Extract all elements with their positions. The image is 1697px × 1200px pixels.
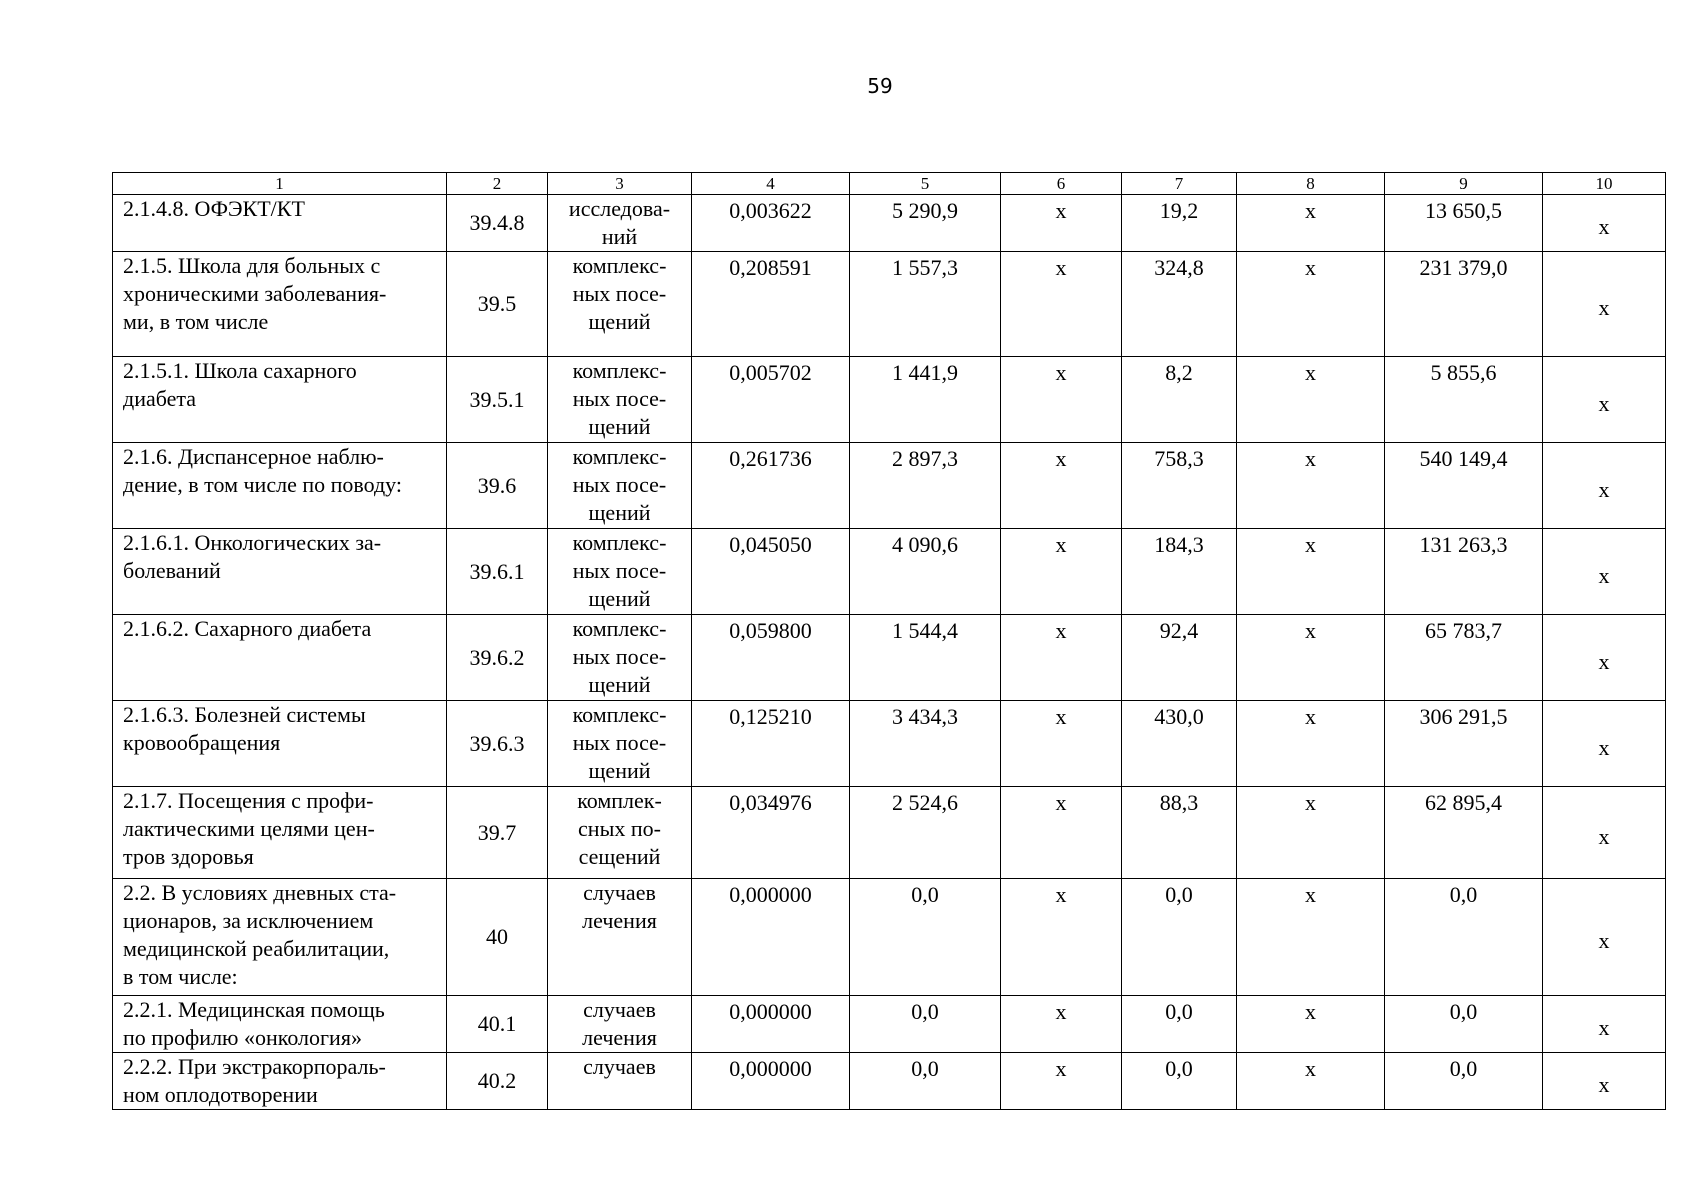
value-cell-7-text: 324,8 — [1154, 255, 1204, 280]
value-cell-8-text: x — [1305, 446, 1316, 471]
column-header: 4 — [692, 173, 850, 195]
item-name-cell — [113, 615, 447, 701]
value-cell-6-text: x — [1055, 790, 1067, 815]
table-row — [113, 615, 1666, 701]
value-cell-10-text: x — [1598, 928, 1610, 953]
value-cell-10 — [1543, 195, 1666, 252]
value-cell-7 — [1122, 879, 1237, 996]
unit-cell — [548, 443, 692, 529]
value-cell-4-text: 0,261736 — [729, 446, 812, 471]
row-number-cell — [447, 701, 548, 787]
table-row — [113, 701, 1666, 787]
value-cell-7-text: 19,2 — [1159, 198, 1199, 223]
value-cell-8 — [1237, 879, 1385, 996]
unit-cell-text: комплекс- ных посе- щений — [572, 530, 667, 611]
item-name-cell — [113, 879, 447, 996]
value-cell-4-text: 0,003622 — [729, 198, 812, 223]
value-cell-4 — [692, 879, 850, 996]
value-cell-5-text: 0,0 — [911, 999, 939, 1024]
value-cell-10-text: x — [1598, 214, 1610, 239]
value-cell-4-text: 0,000000 — [729, 1056, 812, 1081]
value-cell-8-text: x — [1305, 532, 1316, 557]
row-number-cell — [447, 357, 548, 443]
item-name-cell — [113, 357, 447, 443]
value-cell-6-text: x — [1055, 255, 1067, 280]
unit-cell-text: комплек- сных по- сещений — [577, 788, 662, 869]
value-cell-9 — [1385, 252, 1543, 357]
value-cell-5-text: 2 897,3 — [892, 446, 958, 471]
value-cell-4-text: 0,000000 — [729, 999, 812, 1024]
row-number-cell — [447, 615, 548, 701]
value-cell-10-text: x — [1598, 562, 1610, 588]
value-cell-5-text: 2 524,6 — [892, 790, 958, 815]
unit-cell-text: случаев лечения — [582, 880, 657, 933]
unit-cell — [548, 252, 692, 357]
column-header: 1 — [113, 173, 447, 195]
value-cell-8 — [1237, 996, 1385, 1053]
value-cell-8 — [1237, 787, 1385, 879]
value-cell-4-text: 0,125210 — [729, 704, 812, 729]
row-number-cell — [447, 195, 548, 252]
unit-cell — [548, 996, 692, 1053]
item-name-cell-text: 2.1.5.1. Школа сахарного диабета — [123, 358, 357, 411]
value-cell-5 — [850, 787, 1001, 879]
column-header: 6 — [1001, 173, 1122, 195]
table-row — [113, 252, 1666, 357]
value-cell-9-text: 540 149,4 — [1419, 446, 1508, 471]
table-row — [113, 787, 1666, 879]
unit-cell-text: комплекс- ных посе- щений — [572, 444, 667, 525]
value-cell-6-text: x — [1055, 446, 1067, 471]
row-number-cell-text: 39.6.2 — [469, 644, 525, 670]
value-cell-6 — [1001, 529, 1122, 615]
row-number-cell — [447, 1053, 548, 1110]
value-cell-4-text: 0,208591 — [729, 255, 812, 280]
value-cell-4 — [692, 195, 850, 252]
value-cell-5-text: 5 290,9 — [892, 198, 958, 223]
value-cell-8 — [1237, 195, 1385, 252]
value-cell-7 — [1122, 996, 1237, 1053]
value-cell-9-text: 0,0 — [1449, 1056, 1478, 1081]
value-cell-8 — [1237, 529, 1385, 615]
value-cell-6 — [1001, 443, 1122, 529]
unit-cell — [548, 701, 692, 787]
value-cell-4 — [692, 357, 850, 443]
value-cell-9 — [1385, 701, 1543, 787]
value-cell-8-text: x — [1305, 1056, 1316, 1081]
value-cell-9-text: 0,0 — [1449, 882, 1478, 907]
value-cell-5 — [850, 195, 1001, 252]
item-name-cell — [113, 443, 447, 529]
value-cell-10-text: x — [1598, 1015, 1610, 1040]
value-cell-10 — [1543, 787, 1666, 879]
unit-cell — [548, 879, 692, 996]
value-cell-9-text: 62 895,4 — [1425, 790, 1502, 815]
item-name-cell-text: 2.1.4.8. ОФЭКТ/КТ — [123, 196, 305, 221]
value-cell-8-text: x — [1305, 255, 1316, 280]
value-cell-8 — [1237, 443, 1385, 529]
value-cell-8-text: x — [1305, 882, 1316, 907]
unit-cell — [548, 1053, 692, 1110]
item-name-cell — [113, 195, 447, 252]
value-cell-5-text: 1 544,4 — [892, 618, 958, 643]
item-name-cell — [113, 529, 447, 615]
table-header-row — [113, 173, 1666, 195]
value-cell-10 — [1543, 996, 1666, 1053]
value-cell-5 — [850, 443, 1001, 529]
value-cell-8 — [1237, 615, 1385, 701]
value-cell-6 — [1001, 195, 1122, 252]
value-cell-9 — [1385, 357, 1543, 443]
row-number-cell — [447, 443, 548, 529]
item-name-cell — [113, 701, 447, 787]
value-cell-5 — [850, 996, 1001, 1053]
value-cell-5 — [850, 615, 1001, 701]
value-cell-10 — [1543, 252, 1666, 357]
value-cell-9-text: 131 263,3 — [1419, 532, 1508, 557]
value-cell-6-text: x — [1055, 882, 1067, 907]
value-cell-10 — [1543, 529, 1666, 615]
value-cell-7-text: 0,0 — [1165, 1056, 1193, 1081]
column-header: 7 — [1122, 173, 1237, 195]
row-number-cell — [447, 252, 548, 357]
value-cell-9-text: 0,0 — [1449, 999, 1478, 1024]
unit-cell — [548, 787, 692, 879]
value-cell-6 — [1001, 787, 1122, 879]
value-cell-6-text: x — [1055, 360, 1067, 385]
value-cell-8 — [1237, 357, 1385, 443]
value-cell-5-text: 4 090,6 — [892, 532, 958, 557]
value-cell-5 — [850, 357, 1001, 443]
value-cell-4 — [692, 252, 850, 357]
value-cell-4-text: 0,045050 — [729, 532, 812, 557]
item-name-cell-text: 2.1.5. Школа для больных с хроническими заболевания- ми, в том числе — [123, 253, 387, 334]
table-row — [113, 879, 1666, 996]
table-row — [113, 529, 1666, 615]
value-cell-8-text: x — [1305, 618, 1316, 643]
value-cell-6 — [1001, 357, 1122, 443]
value-cell-5 — [850, 1053, 1001, 1110]
value-cell-10-text: x — [1598, 476, 1610, 502]
unit-cell-text: случаев лечения — [582, 997, 657, 1050]
value-cell-9 — [1385, 195, 1543, 252]
value-cell-6 — [1001, 996, 1122, 1053]
value-cell-8-text: x — [1305, 999, 1316, 1024]
value-cell-5-text: 3 434,3 — [892, 704, 958, 729]
value-cell-7 — [1122, 357, 1237, 443]
table-row — [113, 1053, 1666, 1110]
value-cell-6-text: x — [1055, 198, 1067, 223]
value-cell-5 — [850, 252, 1001, 357]
column-header: 5 — [850, 173, 1001, 195]
value-cell-7-text: 430,0 — [1154, 704, 1204, 729]
value-cell-10-text: x — [1598, 1072, 1610, 1097]
value-cell-10 — [1543, 615, 1666, 701]
value-cell-5-text: 1 441,9 — [892, 360, 958, 385]
item-name-cell — [113, 1053, 447, 1110]
unit-cell — [548, 529, 692, 615]
value-cell-8 — [1237, 1053, 1385, 1110]
value-cell-8-text: x — [1305, 360, 1316, 385]
value-cell-6-text: x — [1055, 532, 1067, 557]
table-row — [113, 357, 1666, 443]
table-row — [113, 195, 1666, 252]
item-name-cell-text: 2.2. В условиях дневных ста- ционаров, за исключением медицинской реабилитации, в том числе: — [123, 880, 397, 989]
value-cell-7-text: 88,3 — [1159, 790, 1199, 815]
value-cell-8 — [1237, 701, 1385, 787]
unit-cell — [548, 615, 692, 701]
value-cell-10 — [1543, 1053, 1666, 1110]
item-name-cell-text: 2.1.6.2. Сахарного диабета — [123, 616, 372, 641]
value-cell-5-text: 1 557,3 — [892, 255, 958, 280]
value-cell-9 — [1385, 879, 1543, 996]
item-name-cell-text: 2.1.6.3. Болезней системы кровообращения — [123, 702, 366, 755]
value-cell-6-text: x — [1055, 1056, 1067, 1081]
row-number-cell-text: 39.4.8 — [469, 210, 525, 235]
value-cell-6 — [1001, 252, 1122, 357]
unit-cell-text: случаев — [583, 1054, 656, 1079]
item-name-cell — [113, 787, 447, 879]
value-cell-9-text: 13 650,5 — [1425, 198, 1502, 223]
value-cell-10 — [1543, 879, 1666, 996]
value-cell-10-text: x — [1598, 390, 1610, 416]
item-name-cell-text: 2.2.2. При экстракорпораль- ном оплодотворении — [123, 1054, 386, 1107]
value-cell-7 — [1122, 1053, 1237, 1110]
value-cell-9-text: 65 783,7 — [1425, 618, 1502, 643]
column-header: 10 — [1543, 173, 1666, 195]
row-number-cell-text: 39.6.1 — [469, 558, 525, 584]
value-cell-9-text: 306 291,5 — [1419, 704, 1508, 729]
row-number-cell-text: 39.5 — [477, 291, 517, 316]
value-cell-6 — [1001, 615, 1122, 701]
unit-cell-text: комплекс- ных посе- щений — [572, 358, 667, 439]
column-header: 2 — [447, 173, 548, 195]
row-number-cell-text: 40.1 — [477, 1011, 517, 1036]
value-cell-6 — [1001, 1053, 1122, 1110]
value-cell-4-text: 0,059800 — [729, 618, 812, 643]
value-cell-7 — [1122, 529, 1237, 615]
value-cell-9 — [1385, 443, 1543, 529]
value-cell-7 — [1122, 195, 1237, 252]
value-cell-5 — [850, 529, 1001, 615]
value-cell-4-text: 0,005702 — [729, 360, 812, 385]
row-number-cell-text: 39.5.1 — [469, 386, 525, 412]
value-cell-4-text: 0,000000 — [729, 882, 812, 907]
unit-cell — [548, 195, 692, 252]
value-cell-7 — [1122, 615, 1237, 701]
value-cell-6 — [1001, 879, 1122, 996]
column-header: 9 — [1385, 173, 1543, 195]
value-cell-5 — [850, 879, 1001, 996]
column-header: 8 — [1237, 173, 1385, 195]
value-cell-8 — [1237, 252, 1385, 357]
value-cell-4-text: 0,034976 — [729, 790, 812, 815]
value-cell-6-text: x — [1055, 618, 1067, 643]
value-cell-7-text: 0,0 — [1165, 882, 1193, 907]
table-row — [113, 996, 1666, 1053]
row-number-cell-text: 39.6 — [477, 472, 517, 498]
value-cell-7 — [1122, 252, 1237, 357]
value-cell-4 — [692, 1053, 850, 1110]
item-name-cell — [113, 252, 447, 357]
value-cell-10-text: x — [1598, 823, 1610, 849]
item-name-cell — [113, 996, 447, 1053]
unit-cell-text: комплекс- ных посе- щений — [572, 616, 667, 697]
value-cell-7-text: 8,2 — [1165, 360, 1193, 385]
value-cell-10-text: x — [1598, 295, 1610, 320]
item-name-cell-text: 2.1.6.1. Онкологических за- болеваний — [123, 530, 382, 583]
value-cell-9 — [1385, 787, 1543, 879]
value-cell-9 — [1385, 615, 1543, 701]
value-cell-4 — [692, 615, 850, 701]
value-cell-6-text: x — [1055, 999, 1067, 1024]
value-cell-5-text: 0,0 — [911, 882, 939, 907]
value-cell-8-text: x — [1305, 198, 1316, 223]
item-name-cell-text: 2.1.6. Диспансерное наблю- дение, в том числе по поводу: — [123, 444, 402, 497]
value-cell-7 — [1122, 701, 1237, 787]
unit-cell-text: комплекс- ных посе- щений — [572, 253, 667, 334]
value-cell-7-text: 184,3 — [1154, 532, 1204, 557]
value-cell-9-text: 231 379,0 — [1419, 255, 1508, 280]
item-name-cell-text: 2.2.1. Медицинская помощь по профилю «онкология» — [123, 997, 385, 1050]
value-cell-10-text: x — [1598, 648, 1610, 674]
value-cell-5 — [850, 701, 1001, 787]
value-cell-5-text: 0,0 — [911, 1056, 939, 1081]
value-cell-4 — [692, 529, 850, 615]
value-cell-9-text: 5 855,6 — [1430, 360, 1497, 385]
unit-cell-text: комплекс- ных посе- щений — [572, 702, 667, 783]
value-cell-10 — [1543, 357, 1666, 443]
value-cell-10 — [1543, 701, 1666, 787]
page-number: 59 — [867, 74, 893, 98]
item-name-cell-text: 2.1.7. Посещения с профи- лактическими целями цен- тров здоровья — [123, 788, 375, 869]
value-cell-10 — [1543, 443, 1666, 529]
value-cell-4 — [692, 701, 850, 787]
value-cell-7-text: 758,3 — [1154, 446, 1204, 471]
value-cell-7 — [1122, 443, 1237, 529]
row-number-cell — [447, 996, 548, 1053]
value-cell-4 — [692, 787, 850, 879]
value-cell-9 — [1385, 996, 1543, 1053]
row-number-cell-text: 40 — [486, 924, 508, 949]
value-cell-7 — [1122, 787, 1237, 879]
row-number-cell-text: 40.2 — [477, 1068, 517, 1093]
value-cell-9 — [1385, 1053, 1543, 1110]
value-cell-9 — [1385, 529, 1543, 615]
value-cell-7-text: 92,4 — [1159, 618, 1199, 643]
column-header: 3 — [548, 173, 692, 195]
table-row — [113, 443, 1666, 529]
unit-cell-text: исследова- ний — [568, 196, 671, 249]
value-cell-6 — [1001, 701, 1122, 787]
row-number-cell-text: 39.6.3 — [469, 730, 525, 756]
value-cell-8-text: x — [1305, 790, 1316, 815]
row-number-cell — [447, 787, 548, 879]
value-cell-8-text: x — [1305, 704, 1316, 729]
row-number-cell — [447, 879, 548, 996]
value-cell-4 — [692, 996, 850, 1053]
row-number-cell-text: 39.7 — [477, 819, 517, 845]
value-cell-6-text: x — [1055, 704, 1067, 729]
data-table — [112, 172, 1666, 1110]
row-number-cell — [447, 529, 548, 615]
value-cell-10-text: x — [1598, 734, 1610, 760]
value-cell-7-text: 0,0 — [1165, 999, 1193, 1024]
unit-cell — [548, 357, 692, 443]
value-cell-4 — [692, 443, 850, 529]
